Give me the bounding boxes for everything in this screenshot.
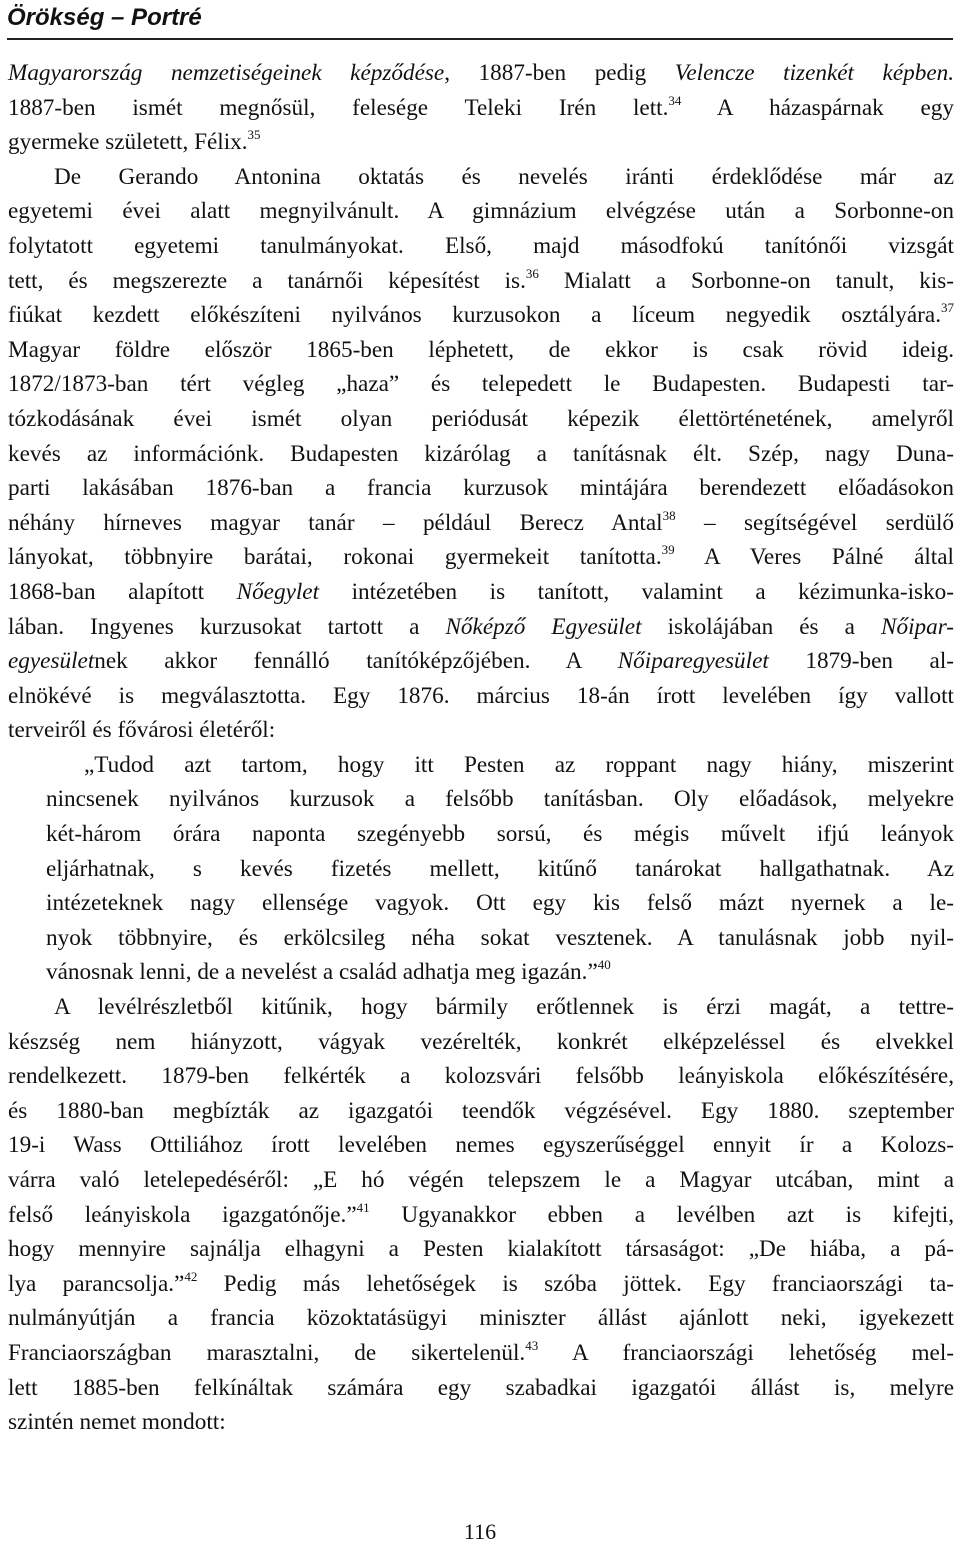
text-line	[8, 610, 954, 645]
text-segment: 19-i Wass Ottiliához írott levelében nemes egyszerűséggel ennyit ír a Kolozs-	[8, 1132, 954, 1159]
text-segment: nincsenek nyilvános kurzusok a felsőbb tanításban. Oly előadások, melyekre	[46, 786, 954, 813]
text-line	[8, 713, 954, 748]
text-line	[8, 1336, 954, 1371]
text-segment: Franciaországban marasztalni, de sikertelenül.	[8, 1339, 526, 1366]
footnote-ref: 35	[247, 127, 261, 143]
text-segment: és 1880-ban megbízták az igazgatói teendők végzésével. Egy 1880. szeptember	[8, 1097, 954, 1124]
text-segment: , 1887-ben pedig	[444, 60, 675, 86]
text-segment: 1879-ben al-	[768, 648, 954, 675]
text-line	[8, 921, 954, 956]
text-line	[8, 402, 954, 437]
text-segment: várra való letelepedéséről: „E hó végén telepszem le a Magyar utcában, mint a	[8, 1167, 954, 1193]
text-line	[8, 229, 954, 264]
text-segment: fiúkat kezdett előkészíteni nyilvános kurzusokon a líceum negyedik osztályára.	[8, 302, 941, 329]
text-segment: gyermeke született, Félix.	[8, 129, 248, 156]
text-line	[8, 160, 954, 195]
text-line	[8, 1198, 954, 1233]
text-segment: Magyarország nemzetiségeinek képződése	[8, 60, 445, 86]
text-segment: egyetemi évei alatt megnyilvánult. A gimnázium elvégzése után a Sorbonne-on	[8, 198, 954, 225]
text-segment: készség nem hiányzott, vágyak vezérelték, konkrét elképzeléssel és elvekkel	[8, 1028, 954, 1055]
text-line	[8, 886, 954, 921]
body-text	[8, 56, 954, 1440]
text-line	[8, 1025, 954, 1060]
text-line	[8, 1267, 954, 1302]
text-segment: kevés az információnk. Budapesten kizárólag a tanításnak élt. Szép, nagy Duna-	[8, 440, 954, 467]
text-segment: nyok többnyire, és erkölcsileg néha sokat vesztenek. A tanulásnak jobb nyil-	[46, 924, 954, 951]
text-segment: De Gerando Antonina oktatás és nevelés iránti érdeklődése már az	[54, 163, 954, 190]
text-segment: – segítségével serdülő	[675, 509, 954, 536]
text-line	[8, 817, 954, 852]
text-segment: nulmányútján a francia közoktatásügyi miniszter állást ajánlott neki, igyekezett	[8, 1305, 954, 1332]
footnote-ref: 39	[661, 542, 675, 558]
text-segment: A házaspárnak egy	[681, 94, 954, 121]
text-line	[8, 1128, 954, 1163]
text-line	[8, 367, 954, 402]
header-title: Örökség – Portré	[7, 4, 202, 31]
text-segment: nek akkor fennálló tanítóképzőjében. A	[94, 648, 618, 675]
text-segment: A franciaországi lehetőség mel-	[538, 1339, 954, 1366]
text-line	[8, 125, 954, 160]
footnote-ref: 36	[525, 265, 539, 281]
footnote-ref: 41	[356, 1199, 370, 1215]
text-line	[8, 1405, 954, 1440]
text-segment: parti lakásában 1876-ban a francia kurzusok mintájára berendezett előadásokon	[8, 475, 954, 502]
text-segment: lában. Ingyenes kurzusokat tartott a	[8, 613, 446, 640]
text-line	[8, 1371, 954, 1406]
text-segment: néhány hírneves magyar tanár – például Berecz Antal	[8, 509, 663, 536]
text-line	[8, 1232, 954, 1267]
text-line	[8, 437, 954, 472]
text-line	[8, 194, 954, 229]
text-line	[8, 990, 954, 1025]
text-segment: Pedig más lehetőségek is szóba jöttek. Egy franciaországi ta-	[197, 1270, 954, 1297]
text-segment: vánosnak lenni, de a nevelést a család adhatja meg igazán.”	[46, 959, 598, 986]
text-segment: A Veres Pálné által	[674, 544, 954, 571]
text-line	[8, 540, 954, 575]
text-segment: A levélrészletből kitűnik, hogy bármily erőtlennek is érzi magát, a tettre-	[54, 994, 954, 1021]
running-header	[7, 2, 953, 40]
text-segment: intézeteknek nagy ellensége vagyok. Ott egy kis felső mázt nyernek a le-	[46, 890, 954, 917]
text-line	[8, 471, 954, 506]
text-segment: folytatott egyetemi tanulmányokat. Első, majd másodfokú tanítónői vizsgát	[8, 232, 954, 259]
text-line	[8, 955, 954, 990]
text-line	[8, 264, 954, 299]
text-segment: egyesület	[8, 648, 95, 675]
footnote-ref: 42	[184, 1268, 198, 1284]
text-segment: 1868-ban alapított	[8, 578, 237, 605]
text-segment: felső leányiskola igazgatónője.”	[8, 1201, 357, 1228]
text-line	[8, 852, 954, 887]
text-segment: hogy mennyire sajnálja elhagyni a Pesten kialakított társaságot: „De hiába, a pá-	[8, 1236, 954, 1263]
text-segment: 1887-ben ismét megnősül, felesége Teleki Irén lett.	[8, 94, 669, 121]
text-line	[8, 333, 954, 368]
footnote-ref: 38	[662, 507, 676, 523]
text-segment: lányokat, többnyire barátai, rokonai gyermekeit tanította.	[8, 544, 662, 571]
text-segment: Magyar földre először 1865-ben léphetett, de ekkor is csak rövid ideig.	[8, 336, 954, 363]
text-line	[8, 748, 954, 783]
text-line	[8, 1094, 954, 1129]
text-segment: Ugyanakkor ebben a levélben azt is kifejti,	[369, 1201, 954, 1228]
footnote-ref: 37	[941, 300, 954, 316]
text-line	[8, 575, 954, 610]
text-segment: tett, és megszerezte a tanárnői képesítést is.	[8, 267, 526, 294]
text-segment: Nőiparegyesület	[617, 648, 769, 675]
text-line	[8, 679, 954, 714]
page-number: 116	[463, 1519, 497, 1544]
footnote-ref: 43	[525, 1337, 539, 1353]
text-segment: iskolájában és a	[641, 613, 882, 640]
text-line	[8, 1059, 954, 1094]
text-line	[8, 1163, 954, 1198]
text-segment: lett 1885-ben felkínáltak számára egy szabadkai igazgatói állást is, melyre	[8, 1374, 954, 1401]
text-line	[8, 91, 954, 126]
text-line	[8, 782, 954, 817]
footnote-ref: 34	[668, 92, 682, 108]
text-segment: Nőegylet	[236, 578, 320, 605]
text-segment: lya parancsolja.”	[8, 1270, 185, 1297]
text-segment: Nőképző Egyesület	[445, 613, 642, 640]
text-segment: intézetében is tanított, valamint a kézimunka-isko-	[319, 578, 954, 605]
text-segment: elnökévé is megválasztotta. Egy 1876. március 18-án írott levelében így vallott	[8, 682, 954, 709]
text-segment: Mialatt a Sorbonne-on tanult, kis-	[538, 267, 955, 294]
text-line	[8, 644, 954, 679]
text-line	[8, 298, 954, 333]
text-line	[8, 56, 954, 91]
text-segment: terveiről és fővárosi életéről:	[8, 717, 276, 744]
text-segment: két-három órára naponta szegényebb sorsú, és mégis művelt ifjú leányok	[46, 821, 954, 848]
text-segment: eljárhatnak, s kevés fizetés mellett, kitűnő tanárokat hallgathatnak. Az	[46, 855, 954, 882]
text-line	[8, 1301, 954, 1336]
text-segment: „Tudod azt tartom, hogy itt Pesten az roppant nagy hiány, miszerint	[84, 751, 954, 778]
text-segment: Nőipar-	[881, 613, 954, 640]
text-segment: szintén nemet mondott:	[8, 1409, 226, 1436]
text-segment: Velencze tizenkét képben.	[674, 60, 955, 86]
text-segment: tózkodásának évei ismét olyan periódusát képezik élettörténetének, amelyről	[8, 405, 954, 432]
text-line	[8, 506, 954, 541]
footnote-ref: 40	[597, 957, 611, 973]
text-segment: 1872/1873-ban tért végleg „haza” és telepedett le Budapesten. Budapesti tar-	[8, 371, 954, 398]
text-segment: rendelkezett. 1879-ben felkérték a kolozsvári felsőbb leányiskola előkészítésére,	[8, 1063, 954, 1090]
